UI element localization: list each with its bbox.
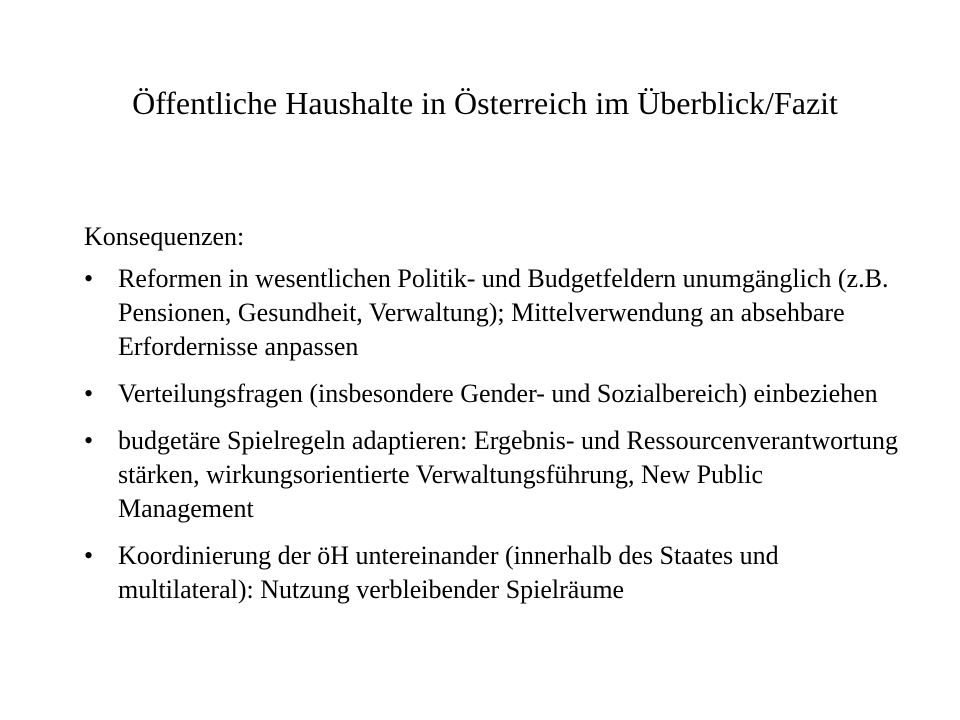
bullet-list bbox=[84, 262, 904, 607]
bullet-item bbox=[84, 424, 904, 526]
bullet-icon: • bbox=[84, 264, 94, 293]
bullet-item bbox=[84, 539, 904, 607]
slide-body bbox=[84, 220, 904, 620]
slide-title: Öffentliche Haushalte in Österreich im Überblick/Fazit bbox=[132, 85, 838, 121]
bullet-text: Verteilungsfragen (insbesondere Gender- und Sozialbereich) einbeziehen bbox=[118, 379, 878, 408]
bullet-icon: • bbox=[84, 379, 94, 408]
bullet-text: Koordinierung der öH untereinander (innerhalb des Staates und multilateral): Nutzung verbleibender Spielräume bbox=[118, 541, 779, 604]
bullet-item bbox=[84, 377, 904, 411]
bullet-text: Reformen in wesentlichen Politik- und Budgetfeldern unumgänglich (z.B. Pensionen, Gesundheit, Verwaltung); Mittelverwendung an absehbare Erfordernisse anpassen bbox=[118, 264, 889, 361]
bullet-icon: • bbox=[84, 541, 94, 570]
bullet-icon: • bbox=[84, 426, 94, 455]
intro-text: Konsequenzen: bbox=[84, 222, 245, 251]
bullet-text: budgetäre Spielregeln adaptieren: Ergebnis- und Ressourcenverantwortung stärken, wirkungsorientierte Verwaltungsführung, New Public Management bbox=[118, 426, 898, 523]
bullet-item bbox=[84, 262, 904, 364]
